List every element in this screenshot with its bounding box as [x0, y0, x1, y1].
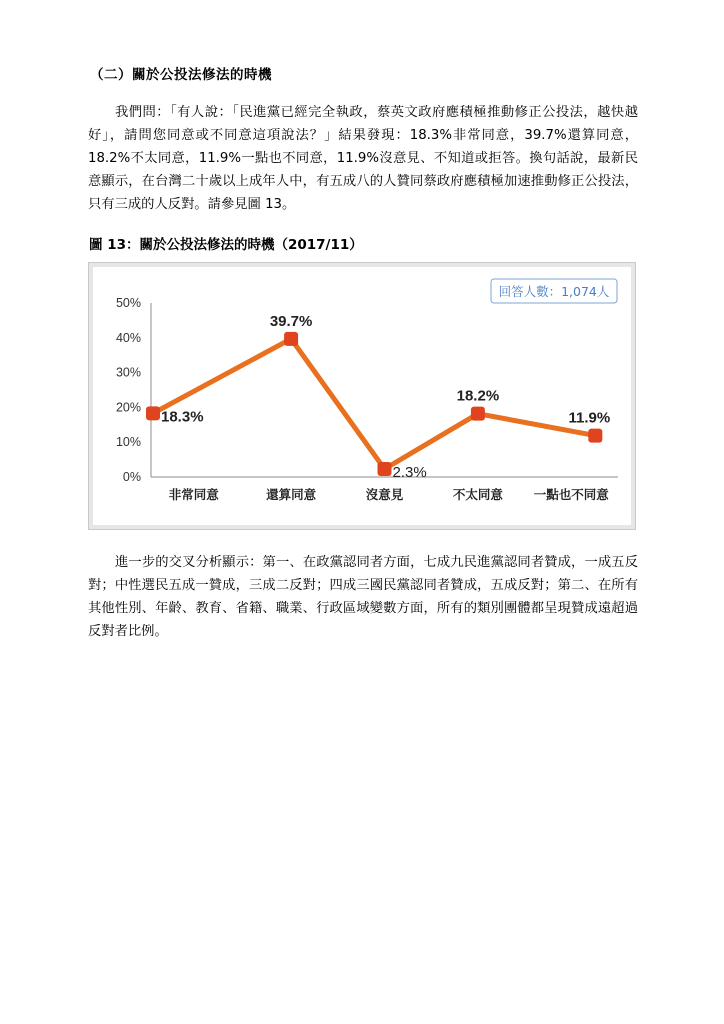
x-category-label: 不太同意: [452, 487, 503, 502]
figure-caption: 圖 13：關於公投法修法的時機（2017/11）: [89, 237, 363, 253]
chart-frame: [88, 262, 636, 530]
y-tick-label: 40%: [115, 330, 141, 345]
x-category-label: 還算同意: [266, 487, 317, 502]
line-chart: [93, 267, 631, 525]
chart-area: [93, 267, 631, 525]
analysis-paragraph: 進一步的交叉分析顯示：第一、在政黨認同者方面，七成九民進黨認同者贊成，一成五反對；中性選民五成一贊成，三成二反對；四成三國民黨認同者贊成，五成反對；第二、在所有其他性別、年齡、教育、省籍、職業、行政區域變數方面，所有的類別團體都呈現贊成遠超過反對者比例。: [88, 555, 638, 639]
data-point-marker: [471, 407, 485, 421]
series-line: [153, 339, 595, 469]
data-label: 39.7%: [269, 312, 313, 330]
data-label: 11.9%: [568, 409, 611, 427]
y-tick-label: 30%: [115, 365, 141, 380]
y-tick-label: 10%: [115, 435, 141, 450]
data-point-marker: [378, 462, 392, 476]
sample-size-note: 回答人數：1,074人: [498, 284, 610, 299]
data-point-marker: [146, 406, 160, 420]
y-tick-label: 0%: [122, 470, 141, 484]
x-category-label: 非常同意: [168, 487, 219, 502]
x-category-label: 沒意見: [365, 487, 404, 502]
intro-paragraph: 我們問：「有人說：「民進黨已經完全執政，蔡英文政府應積極推動修正公投法，越快越好」，請問您同意或不同意這項說法？」結果發現：18.3%非常同意，39.7%還算同意，18.2%不太同意，11.9%一點也不同意，11.9%沒意見、不知道或拒答。換句話說，最新民意顯示，在台灣二十歲以上成年人中，有五成八的人贊同蔡政府應積極加速推動修正公投法，只有三成的人反對。請參見圖 13。: [88, 105, 638, 212]
data-point-marker: [588, 429, 602, 443]
section-heading: （二）關於公投法修法的時機: [90, 67, 272, 83]
y-tick-label: 50%: [115, 296, 141, 310]
data-point-marker: [284, 332, 298, 346]
y-tick-label: 20%: [115, 400, 141, 415]
data-label: 18.3%: [161, 408, 204, 426]
x-category-label: 一點也不同意: [533, 487, 609, 502]
data-label: 2.3%: [392, 463, 427, 481]
data-label: 18.2%: [456, 387, 500, 405]
